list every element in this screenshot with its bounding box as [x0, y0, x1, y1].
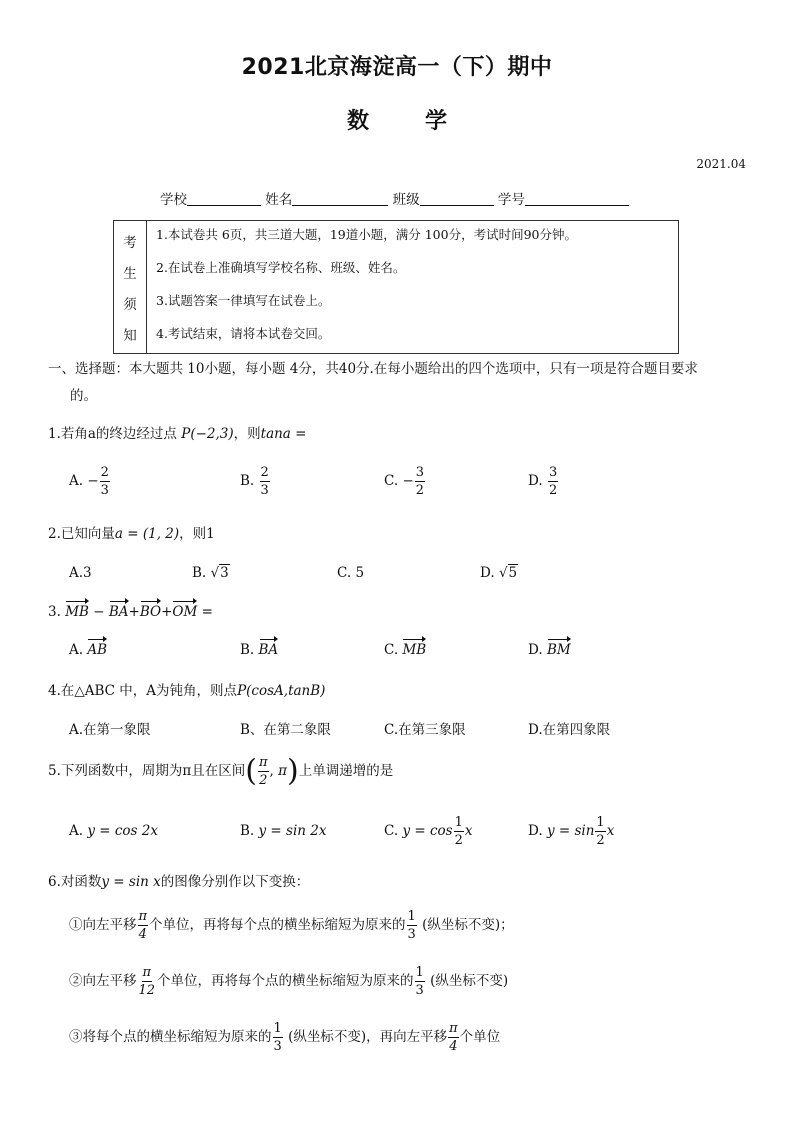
notice-side-label	[114, 221, 147, 353]
section-heading: 一、选择题：本大题共 10小题，每小题 4分，共40分.在每小题给出的四个选项中，只有一项是符合题目要求	[48, 361, 698, 377]
school-blank[interactable]	[187, 191, 261, 206]
notice-line: 3.试题答案一律填写在试卷上。	[156, 293, 331, 308]
q2-expr: a = (1, 2)	[114, 526, 180, 542]
q5-option-a[interactable]: A. y = cos 2x	[69, 823, 158, 839]
q3-option-c[interactable]: C. MB	[384, 642, 427, 658]
question-2	[48, 522, 215, 542]
q4-expr: P(cosA,tanB)	[237, 683, 326, 699]
vector-bo: BO	[139, 604, 162, 620]
question-6: 6.对函数y = sin x的图像分别作以下变换：	[48, 874, 310, 890]
q2-stem: 2.已知向量	[48, 526, 115, 542]
subject-char-2: 学	[425, 109, 448, 134]
school-label: 学校	[160, 192, 187, 208]
vector-om: OM	[172, 604, 198, 620]
q1-option-d[interactable]: D. $\frac{3}{2}$	[528, 465, 558, 498]
q1-option-b[interactable]: B. $\frac{2}{3}$	[240, 465, 269, 498]
q1-option-c[interactable]: C. − $\frac{3}{2}$	[384, 465, 425, 498]
q6-transform-1: ①向左平移 $\frac{\pi}{4}$ 个单位，再将每个点的横坐标缩短为原来的 $\frac{1}{3}$ (纵坐标不变)；	[69, 909, 514, 942]
q1-stem-b: ，则	[233, 426, 261, 442]
q5-option-b[interactable]: B. y = sin 2x	[240, 823, 327, 839]
notice-side-char: 须	[123, 297, 137, 313]
q6-transform-3: ③将每个点的横坐标缩短为原来的 $\frac{1}{3}$ (纵坐标不变)，再向左平移 $\frac{\pi}{4}$ 个单位	[69, 1021, 501, 1054]
q1-expr: tana =	[260, 426, 307, 442]
notice-line: 4.考试结束，请将本试卷交回。	[156, 326, 331, 341]
class-blank[interactable]	[420, 191, 494, 206]
q3-option-a[interactable]: A. AB	[69, 642, 108, 658]
q2-stem-b: ，则1	[179, 526, 215, 542]
q1-point: P(−2,3)	[181, 426, 234, 442]
q2-option-d[interactable]: D. √5	[480, 565, 518, 581]
notice-side-char: 知	[123, 328, 137, 344]
q2-option-b[interactable]: B. √3	[192, 565, 229, 581]
q2-option-a[interactable]: A.3	[69, 565, 92, 581]
subject-title	[0, 104, 794, 135]
name-label: 姓名	[265, 192, 293, 208]
class-label: 班级	[392, 192, 420, 208]
student-id-label: 学号	[497, 192, 525, 208]
student-id-blank[interactable]	[525, 191, 629, 206]
q1-stem: 1.若角a的终边经过点	[48, 426, 177, 442]
q6-transform-2: ②向左平移 $\frac{\pi}{12}$ 个单位，再将每个点的横坐标缩短为原来的 $\frac{1}{3}$ (纵坐标不变)	[69, 965, 509, 998]
q5-option-c[interactable]: C. y = cos $\frac{1}{2}$ x	[384, 815, 473, 848]
q4-option-a[interactable]: A.在第一象限	[69, 722, 151, 738]
page-title: 2021北京海淀高一（下）期中	[241, 55, 553, 80]
notice-line: 1.本试卷共 6页，共三道大题，19道小题，满分 100分，考试时间90分钟。	[156, 227, 577, 242]
question-1	[48, 422, 306, 442]
q4-option-b[interactable]: B、在第二象限	[240, 722, 331, 738]
student-info-line	[160, 188, 629, 208]
q4-option-d[interactable]: D.在第四象限	[528, 722, 611, 738]
question-3: 3. MB − BA+BO+OM =	[48, 604, 213, 620]
question-5: 5.下列函数中，周期为π且在区间( $\frac{\pi}{2}$ , π)上单调递增的是	[48, 753, 394, 789]
subject-char-1: 数	[346, 109, 369, 134]
q1-option-a[interactable]: A. − $\frac{2}{3}$	[69, 465, 109, 498]
notice-side-char: 生	[123, 266, 137, 282]
q2-option-c[interactable]: C. 5	[337, 565, 365, 581]
q5-option-d[interactable]: D. y = sin $\frac{1}{2}$ x	[528, 815, 615, 848]
section-heading-cont: 的。	[70, 388, 97, 404]
exam-notice-box	[113, 220, 679, 354]
q6-expr: y = sin x	[101, 874, 161, 890]
notice-line: 2.在试卷上准确填写学校名称、班级、姓名。	[156, 260, 406, 275]
q4-option-c[interactable]: C.在第三象限	[384, 722, 466, 738]
vector-ba: BA	[108, 604, 129, 620]
q3-option-b[interactable]: B. BA	[240, 642, 279, 658]
vector-mb: MB	[65, 604, 89, 620]
name-blank[interactable]	[292, 191, 388, 206]
question-4: 4.在△ABC 中，A为钝角，则点P(cosA,tanB)	[48, 683, 326, 699]
q3-option-d[interactable]: D. BM	[528, 642, 571, 658]
notice-side-char: 考	[123, 235, 137, 251]
exam-date: 2021.04	[696, 157, 746, 171]
